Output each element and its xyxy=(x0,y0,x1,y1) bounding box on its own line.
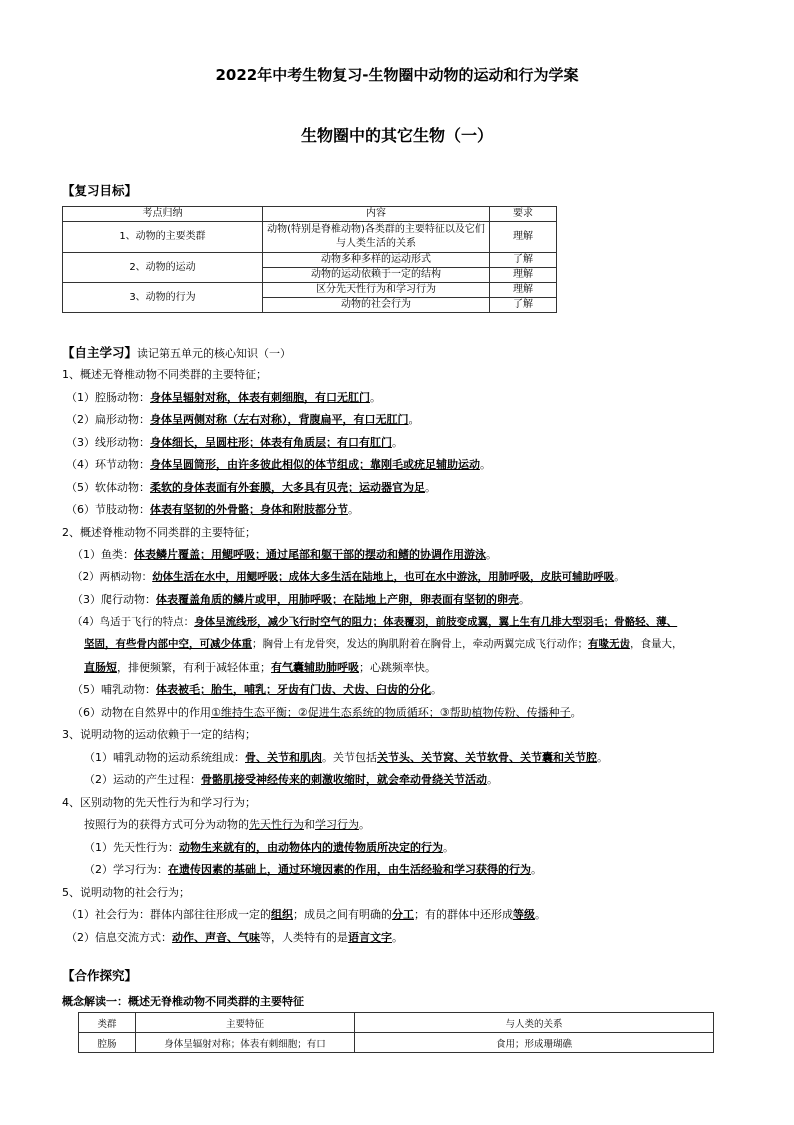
content-cell: 动物的运动依赖于一定的结构 xyxy=(263,268,490,283)
answer-text: 等级 xyxy=(513,908,535,921)
behavior-line: （1）先天性行为：动物生来就有的，由动物体内的遗传物质所决定的行为。 xyxy=(84,841,454,854)
answer-text: 身体呈圆筒形，由许多彼此相似的体节组成；靠刚毛或疣足辅助运动 xyxy=(150,458,480,471)
social-line: （2）信息交流方式：动作、声音、气味等，人类特有的是语言文字。 xyxy=(66,931,403,944)
section-3-title: 3、说明动物的运动依赖于一定的结构； xyxy=(62,728,256,741)
answer-text: 先天性行为 xyxy=(249,818,304,831)
header-req: 要求 xyxy=(490,207,557,222)
relation-cell: 食用；形成珊瑚礁 xyxy=(355,1033,714,1053)
motion-line: （2）运动的产生过程：骨骼肌接受神经传来的刺激收缩时，就会牵动骨绕关节活动。 xyxy=(84,773,498,786)
header-group: 类群 xyxy=(79,1013,136,1033)
table-row xyxy=(79,1033,714,1053)
answer-text: 体表鳞片覆盖；用鳃呼吸；通过尾部和躯干部的摆动和鳍的协调作用游泳 xyxy=(134,548,486,561)
review-heading: 【复习目标】 xyxy=(62,183,138,198)
content-cell: 动物(特别是脊椎动物)各类群的主要特征以及它们与人类生活的关系 xyxy=(263,222,490,253)
answer-text: 体表被毛；胎生，哺乳；牙齿有门齿、犬齿、臼齿的分化 xyxy=(156,683,431,696)
answer-text: 语言文字 xyxy=(348,931,392,944)
vert-line: （3）爬行动物：体表覆盖角质的鳞片或甲，用肺呼吸；在陆地上产卵，卵表面有坚韧的卵壳。 xyxy=(72,593,530,606)
invert-line: （1）腔肠动物：身体呈辐射对称，体表有刺细胞，有口无肛门。 xyxy=(66,391,381,404)
self-study-intro: 读记第五单元的核心知识（一） xyxy=(137,347,292,360)
motion-line: （1）哺乳动物的运动系统组成：骨、关节和肌肉。关节包括关节头、关节窝、关节软骨、关节囊和关节腔。 xyxy=(84,751,608,764)
section-2-title: 2、概述脊椎动物不同类群的主要特征； xyxy=(62,526,256,539)
doc-title: 2022年中考生物复习-生物圈中动物的运动和行为学案 xyxy=(215,66,579,84)
answer-text: 体表有坚韧的外骨骼；身体和附肢都分节 xyxy=(150,503,348,516)
social-line: （1）社会行为：群体内部往往形成一定的组织；成员之间有明确的分工；有的群体中还形成等级。 xyxy=(66,908,546,921)
answer-text: 幼体生活在水中，用鳃呼吸；成体大多生活在陆地上，也可在水中游泳，用肺呼吸，皮肤可辅助呼吸 xyxy=(152,571,615,583)
line-label: （1）哺乳动物的运动系统组成： xyxy=(84,751,245,764)
line-label: （2）学习行为： xyxy=(84,863,168,876)
answer-text: 有气囊辅助肺呼吸 xyxy=(271,661,359,674)
answer-text: 骨、关节和肌肉 xyxy=(245,751,322,764)
answer-text: 学习行为 xyxy=(315,818,359,831)
line-label: （3）线形动物： xyxy=(66,436,150,449)
invert-line: （6）节肢动物：体表有坚韧的外骨骼；身体和附肢都分节。 xyxy=(66,503,359,516)
answer-text: 坚固，有些骨内部中空，可减少体重 xyxy=(84,638,252,650)
line-label: （6）节肢动物： xyxy=(66,503,150,516)
vert-line: （1）鱼类：体表鳞片覆盖；用鳃呼吸；通过尾部和躯干部的摆动和鳍的协调作用游泳。 xyxy=(72,548,497,561)
topic-cell: 3、动物的行为 xyxy=(63,283,263,313)
header-topic: 考点归纳 xyxy=(63,207,263,222)
answer-text: 分工 xyxy=(392,908,414,921)
plain-text: 等，人类特有的是 xyxy=(260,931,348,944)
concept-title: 概念解读一：概述无脊椎动物不同类群的主要特征 xyxy=(62,995,304,1008)
vert-line: （5）哺乳动物：体表被毛；胎生，哺乳；牙齿有门齿、犬齿、臼齿的分化。 xyxy=(72,683,442,696)
plain-text: ；胸骨上有龙骨突，发达的胸肌附着在胸骨上，牵动两翼完成飞行动作； xyxy=(252,638,588,650)
plain-text: ；心跳频率快 xyxy=(359,661,425,674)
section-4-title: 4、区别动物的先天性行为和学习行为； xyxy=(62,796,256,809)
line-label: （2）运动的产生过程： xyxy=(84,773,201,786)
cooperative-heading: 【合作探究】 xyxy=(62,968,138,983)
line-label: （5）软体动物： xyxy=(66,481,150,494)
topic-cell: 1、动物的主要类群 xyxy=(63,222,263,253)
behavior-line: （2）学习行为：在遗传因素的基础上，通过环境因素的作用，由生活经验和学习获得的行为。 xyxy=(84,863,542,876)
answer-text: 身体呈两侧对称（左右对称），背腹扁平，有口无肛门 xyxy=(150,413,409,426)
section-5-title: 5、说明动物的社会行为； xyxy=(62,886,190,899)
plain-text: ，排便频繁，有利于减轻体重； xyxy=(117,661,271,674)
answer-text: 骨骼肌接受神经传来的刺激收缩时，就会牵动骨绕关节活动 xyxy=(201,773,487,786)
header-relation: 与人类的关系 xyxy=(355,1013,714,1033)
plain-text: （2）信息交流方式： xyxy=(66,931,172,944)
answer-text: 组织 xyxy=(271,908,293,921)
answer-text: 动物生来就有的，由动物体内的遗传物质所决定的行为 xyxy=(179,841,443,854)
self-study-line xyxy=(62,343,291,361)
group-cell: 腔肠 xyxy=(79,1033,136,1053)
header-content: 内容 xyxy=(263,207,490,222)
bird-line-2 xyxy=(84,636,683,651)
answer-text: 柔软的身体表面有外套膜，大多具有贝壳；运动器官为足 xyxy=(150,481,425,494)
content-cell: 动物的社会行为 xyxy=(263,298,490,313)
review-table xyxy=(62,206,557,313)
line-label: （2）扁形动物： xyxy=(66,413,150,426)
table-header-row xyxy=(79,1013,714,1033)
behavior-line: 按照行为的获得方式可分为动物的先天性行为和学习行为。 xyxy=(84,818,370,831)
plain-text: ，食量大， xyxy=(630,638,683,650)
line-label: （2）两栖动物： xyxy=(72,571,153,583)
line-label: （1）先天性行为： xyxy=(84,841,179,854)
line-label: （1）鱼类： xyxy=(72,548,134,561)
answer-text: 身体细长，呈圆柱形；体表有角质层；有口有肛门 xyxy=(150,436,392,449)
topic-cell: 2、动物的运动 xyxy=(63,253,263,283)
content-cell: 动物多种多样的运动形式 xyxy=(263,253,490,268)
header-feature: 主要特征 xyxy=(136,1013,355,1033)
plain-text: ；成员之间有明确的 xyxy=(293,908,392,921)
req-cell: 了解 xyxy=(490,253,557,268)
sub-title: 生物圈中的其它生物（一） xyxy=(300,126,493,145)
plain-text: 。关节包括 xyxy=(322,751,377,764)
req-cell: 理解 xyxy=(490,222,557,253)
answer-text: 直肠短 xyxy=(84,661,117,674)
answer-text: 动作、声音、气味 xyxy=(172,931,260,944)
answer-text: ①维持生态平衡；②促进生态系统的物质循环；③帮助植物传粉、传播种子 xyxy=(211,706,571,719)
plain-text: ；有的群体中还形成 xyxy=(414,908,513,921)
table-header-row xyxy=(63,207,557,222)
line-label: （5）哺乳动物： xyxy=(72,683,156,696)
invert-line: （2）扁形动物：身体呈两侧对称（左右对称），背腹扁平，有口无肛门。 xyxy=(66,413,420,426)
bird-line-1 xyxy=(72,614,677,629)
table-row xyxy=(63,283,557,298)
invert-line: （3）线形动物：身体细长，呈圆柱形；体表有角质层；有口有肛门。 xyxy=(66,436,403,449)
role-line: （6）动物在自然界中的作用①维持生态平衡；②促进生态系统的物质循环；③帮助植物传粉、传播种子。 xyxy=(72,706,582,719)
comparison-table xyxy=(78,1012,714,1053)
plain-text: 和 xyxy=(304,818,315,831)
req-cell: 理解 xyxy=(490,283,557,298)
self-study-heading: 【自主学习】 xyxy=(62,345,138,360)
table-row xyxy=(63,253,557,268)
plain-text: （1）社会行为：群体内部往往形成一定的 xyxy=(66,908,271,921)
answer-text: 身体呈辐射对称，体表有刺细胞，有口无肛门 xyxy=(150,391,370,404)
feature-cell: 身体呈辐射对称；体表有刺细胞；有口 xyxy=(136,1033,355,1053)
line-label: （4）环节动物： xyxy=(66,458,150,471)
line-label: （3）爬行动物： xyxy=(72,593,156,606)
section-1-title: 1、概述无脊椎动物不同类群的主要特征； xyxy=(62,368,267,381)
table-row xyxy=(63,222,557,253)
plain-text: 按照行为的获得方式可分为动物的 xyxy=(84,818,249,831)
vert-line: （2）两栖动物：幼体生活在水中，用鳃呼吸；成体大多生活在陆地上，也可在水中游泳，用肺呼吸，皮肤可辅助呼吸。 xyxy=(72,571,625,583)
answer-text: 身体呈流线形，减少飞行时空气的阻力；体表覆羽，前肢变成翼，翼上生有几排大型羽毛；骨骼轻、薄、 xyxy=(194,616,678,628)
req-cell: 了解 xyxy=(490,298,557,313)
invert-line: （4）环节动物：身体呈圆筒形，由许多彼此相似的体节组成；靠刚毛或疣足辅助运动。 xyxy=(66,458,491,471)
line-label: （1）腔肠动物： xyxy=(66,391,150,404)
answer-text: 有喙无齿 xyxy=(588,638,630,650)
answer-text: 关节头、关节窝、关节软骨、关节囊和关节腔 xyxy=(377,751,597,764)
invert-line: （5）软体动物：柔软的身体表面有外套膜，大多具有贝壳；运动器官为足。 xyxy=(66,481,436,494)
answer-text: 在遗传因素的基础上，通过环境因素的作用，由生活经验和学习获得的行为 xyxy=(168,863,531,876)
content-cell: 区分先天性行为和学习行为 xyxy=(263,283,490,298)
bird-line-3: 直肠短，排便频繁，有利于减轻体重；有气囊辅助肺呼吸；心跳频率快。 xyxy=(84,661,436,674)
answer-text: 体表覆盖角质的鳞片或甲，用肺呼吸；在陆地上产卵，卵表面有坚韧的卵壳 xyxy=(156,593,519,606)
line-label: （4）鸟适于飞行的特点： xyxy=(72,616,195,628)
line-label: （6）动物在自然界中的作用 xyxy=(72,706,211,719)
req-cell: 理解 xyxy=(490,268,557,283)
